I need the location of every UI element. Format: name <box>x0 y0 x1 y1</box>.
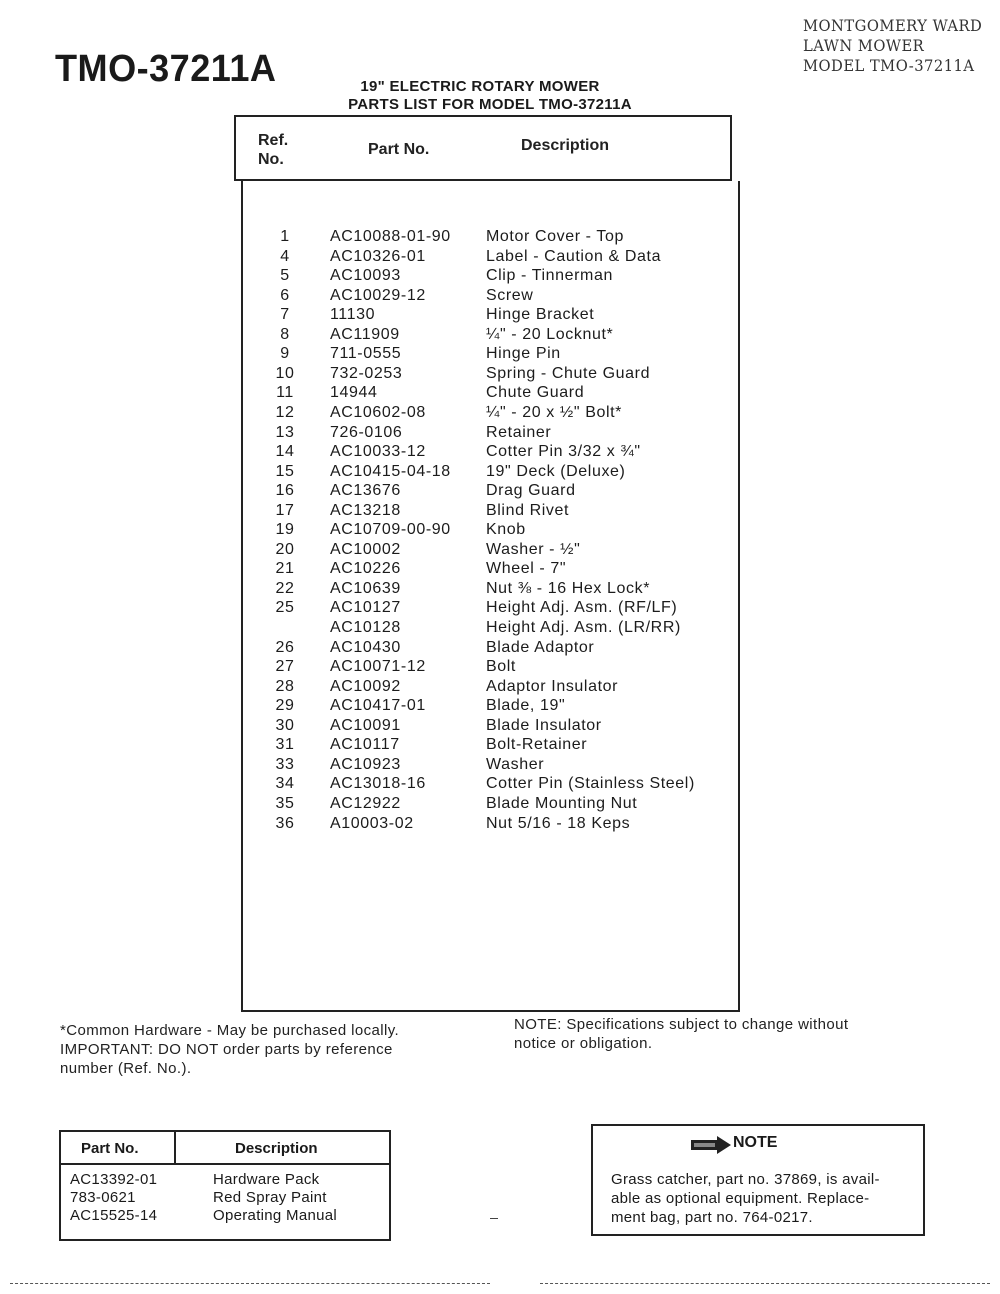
accessory-part-1: AC13392-01 <box>70 1171 158 1188</box>
parts-row <box>270 560 740 580</box>
parts-row <box>270 463 740 483</box>
parts-row-description: Washer <box>486 755 545 773</box>
note-title: NOTE <box>733 1134 778 1151</box>
accessory-table-divider <box>174 1132 176 1163</box>
parts-row <box>270 228 740 248</box>
accessory-table-header-rule <box>61 1163 389 1165</box>
parts-row <box>270 443 740 463</box>
note-line-3: ment bag, part no. 764-0217. <box>611 1209 813 1226</box>
parts-row-part-no: AC10002 <box>330 540 401 558</box>
parts-row-description: Height Adj. Asm. (RF/LF) <box>486 599 678 617</box>
parts-row-description: Label - Caution & Data <box>486 247 662 265</box>
parts-row-description: ¼" - 20 x ½" Bolt* <box>486 403 622 421</box>
parts-row-part-no: AC10415-04-18 <box>330 462 451 480</box>
parts-row-part-no: AC10639 <box>330 579 401 597</box>
parts-row-ref: 30 <box>275 716 295 734</box>
parts-row <box>270 658 740 678</box>
parts-row-description: 19" Deck (Deluxe) <box>486 462 626 480</box>
parts-row <box>270 795 740 815</box>
note-line-1: Grass catcher, part no. 37869, is avail- <box>611 1171 880 1188</box>
parts-row-ref: 36 <box>275 814 295 832</box>
parts-row-ref: 34 <box>275 775 295 793</box>
parts-row-description: Nut ⅜ - 16 Hex Lock* <box>486 579 651 597</box>
parts-row-part-no: AC10093 <box>330 267 401 285</box>
parts-row-ref: 17 <box>275 501 295 519</box>
parts-row <box>270 248 740 268</box>
parts-row-part-no: 11130 <box>330 306 376 324</box>
parts-row-ref: 11 <box>276 384 294 402</box>
parts-row <box>270 365 740 385</box>
footnote-common-hardware: *Common Hardware - May be purchased locally. <box>60 1022 400 1039</box>
accessory-part-3: AC15525-14 <box>70 1207 158 1224</box>
column-header-description: Description <box>521 137 610 154</box>
column-header-ref-line1: Ref. <box>258 132 289 149</box>
parts-row-ref: 12 <box>275 403 295 421</box>
parts-row-part-no: AC10091 <box>330 716 401 734</box>
parts-row-part-no: A10003-02 <box>330 814 414 832</box>
parts-row <box>270 619 740 639</box>
parts-row-part-no: AC10430 <box>330 638 401 656</box>
footnote-specifications-cont: notice or obligation. <box>514 1035 653 1052</box>
parts-row <box>270 326 740 346</box>
accessory-part-2: 783-0621 <box>70 1189 136 1206</box>
parts-row-part-no: AC10029-12 <box>330 286 426 304</box>
parts-row-part-no: AC11909 <box>330 325 400 343</box>
parts-row <box>270 736 740 756</box>
parts-row-description: Bolt-Retainer <box>486 736 588 754</box>
parts-row <box>270 521 740 541</box>
parts-row-ref: 26 <box>275 638 295 656</box>
stamp-line-2: LAWN MOWER <box>803 36 925 55</box>
parts-row-description: Nut 5/16 - 18 Keps <box>486 814 631 832</box>
footnote-important-cont: number (Ref. No.). <box>60 1060 192 1077</box>
parts-row-part-no: AC13676 <box>330 482 401 500</box>
parts-row-ref: 28 <box>275 677 295 695</box>
parts-row-part-no: AC10117 <box>330 736 400 754</box>
parts-row-part-no: AC12922 <box>330 794 401 812</box>
parts-row-description: Height Adj. Asm. (LR/RR) <box>486 619 681 636</box>
note-line-2: able as optional equipment. Replace- <box>611 1190 870 1207</box>
parts-row-ref: 15 <box>275 462 295 480</box>
parts-row <box>270 541 740 561</box>
parts-row-ref: 16 <box>275 482 295 500</box>
parts-row-ref: 9 <box>280 345 290 363</box>
parts-row-description: Spring - Chute Guard <box>486 364 651 382</box>
parts-row <box>270 306 740 326</box>
bottom-rule-left <box>10 1283 490 1284</box>
column-header-ref <box>258 131 288 169</box>
parts-row <box>270 287 740 307</box>
scan-mark <box>490 1218 498 1219</box>
stamp-line-3: MODEL TMO-37211A <box>803 56 975 75</box>
parts-row-part-no: AC10923 <box>330 755 401 773</box>
parts-row <box>270 482 740 502</box>
parts-row <box>270 678 740 698</box>
document-subtitle: PARTS LIST FOR MODEL TMO-37211A <box>348 96 632 113</box>
parts-row-description: Cotter Pin (Stainless Steel) <box>486 775 695 793</box>
parts-row-ref: 20 <box>275 540 295 558</box>
parts-row-ref: 4 <box>280 247 290 265</box>
accessory-desc-1: Hardware Pack <box>213 1171 320 1188</box>
note-box <box>591 1124 925 1236</box>
parts-row-part-no: 726-0106 <box>330 423 403 441</box>
parts-row-description: Chute Guard <box>486 384 585 402</box>
stamp-line-1: MONTGOMERY WARD <box>803 16 983 35</box>
parts-row-description: Drag Guard <box>486 482 576 500</box>
column-header-ref-line2: No. <box>258 151 284 168</box>
accessory-desc-2: Red Spray Paint <box>213 1189 327 1206</box>
parts-row-ref: 25 <box>275 599 295 617</box>
parts-row-description: Retainer <box>486 423 552 441</box>
parts-row-part-no: AC10326-01 <box>330 247 426 265</box>
parts-row <box>270 815 740 835</box>
parts-row-description: Blade, 19" <box>486 697 566 715</box>
parts-row <box>270 580 740 600</box>
column-header-part-no: Part No. <box>368 141 430 158</box>
accessory-header-description: Description <box>235 1140 318 1157</box>
note-text <box>611 1170 911 1227</box>
parts-row-description: Knob <box>486 521 526 539</box>
parts-row-part-no: AC10033-12 <box>330 443 426 461</box>
parts-row-description: Clip - Tinnerman <box>486 267 613 285</box>
accessory-desc-3: Operating Manual <box>213 1207 338 1224</box>
parts-row-part-no: AC10602-08 <box>330 403 426 421</box>
parts-row <box>270 424 740 444</box>
parts-row <box>270 775 740 795</box>
parts-row-description: Screw <box>486 286 534 304</box>
parts-row-description: Blind Rivet <box>486 501 570 519</box>
parts-row <box>270 697 740 717</box>
parts-row-description: Hinge Pin <box>486 345 561 363</box>
bottom-rule-right <box>540 1283 990 1284</box>
document-title: 19" ELECTRIC ROTARY MOWER <box>360 78 600 95</box>
parts-row-ref: 27 <box>275 658 295 676</box>
parts-row <box>270 717 740 737</box>
parts-row-part-no: 14944 <box>330 384 378 402</box>
parts-row-part-no: AC13018-16 <box>330 775 426 793</box>
parts-row-part-no: AC10127 <box>330 599 401 617</box>
parts-row-ref: 33 <box>275 755 295 773</box>
parts-row-description: ¼" - 20 Locknut* <box>486 325 614 343</box>
parts-row-ref: 8 <box>280 325 290 343</box>
accessory-header-part-no: Part No. <box>81 1140 139 1157</box>
arrow-note-icon <box>691 1136 731 1154</box>
parts-row-ref: 19 <box>275 521 295 539</box>
parts-row-ref: 10 <box>275 364 295 382</box>
parts-row-ref: 14 <box>275 443 295 461</box>
parts-row-part-no: AC10092 <box>330 677 401 695</box>
parts-row-part-no: AC10226 <box>330 560 401 578</box>
parts-row-description: Motor Cover - Top <box>486 228 624 245</box>
parts-row-description: Washer - ½" <box>486 540 581 558</box>
parts-row <box>270 502 740 522</box>
parts-row-description: Wheel - 7" <box>486 560 567 578</box>
model-code: TMO-37211A <box>55 48 277 90</box>
parts-row-ref: 31 <box>275 736 295 754</box>
parts-row-description: Cotter Pin 3/32 x ¾" <box>486 443 641 461</box>
footnote-right <box>514 1015 944 1053</box>
parts-row-part-no: 711-0555 <box>330 345 402 363</box>
parts-row <box>270 639 740 659</box>
parts-row-ref: 7 <box>280 306 290 324</box>
parts-row-ref: 1 <box>280 228 290 245</box>
parts-row-part-no: AC10088-01-90 <box>330 228 451 245</box>
parts-row-part-no: AC10128 <box>330 619 401 636</box>
parts-row-part-no: AC13218 <box>330 501 401 519</box>
parts-row-ref: 35 <box>275 794 295 812</box>
parts-row-part-no: 732-0253 <box>330 364 403 382</box>
parts-row <box>270 404 740 424</box>
parts-row-ref: 21 <box>275 560 295 578</box>
parts-row-part-no: AC10709-00-90 <box>330 521 451 539</box>
parts-table-rows <box>270 228 740 848</box>
parts-row <box>270 599 740 619</box>
parts-row-part-no: AC10071-12 <box>330 658 426 676</box>
footnote-important: IMPORTANT: DO NOT order parts by reference <box>60 1041 393 1058</box>
parts-row-ref: 13 <box>275 423 295 441</box>
parts-row-part-no: AC10417-01 <box>330 697 426 715</box>
footnote-specifications: NOTE: Specifications subject to change without <box>514 1016 849 1033</box>
parts-row-description: Blade Adaptor <box>486 638 595 656</box>
parts-row-ref: 29 <box>275 697 295 715</box>
handwritten-stamp <box>803 16 982 76</box>
accessory-table <box>59 1130 391 1241</box>
parts-row-ref: 5 <box>280 267 290 285</box>
parts-row-ref: 22 <box>275 579 295 597</box>
parts-row <box>270 756 740 776</box>
parts-row <box>270 345 740 365</box>
parts-row-description: Bolt <box>486 658 516 676</box>
parts-row <box>270 267 740 287</box>
parts-row-ref: 6 <box>280 286 290 304</box>
parts-row-description: Hinge Bracket <box>486 306 595 324</box>
parts-table-header <box>234 115 732 181</box>
parts-row-description: Blade Insulator <box>486 716 602 734</box>
parts-row-description: Blade Mounting Nut <box>486 794 638 812</box>
parts-row <box>270 384 740 404</box>
footnote-left <box>60 1021 500 1078</box>
parts-row-description: Adaptor Insulator <box>486 677 619 695</box>
